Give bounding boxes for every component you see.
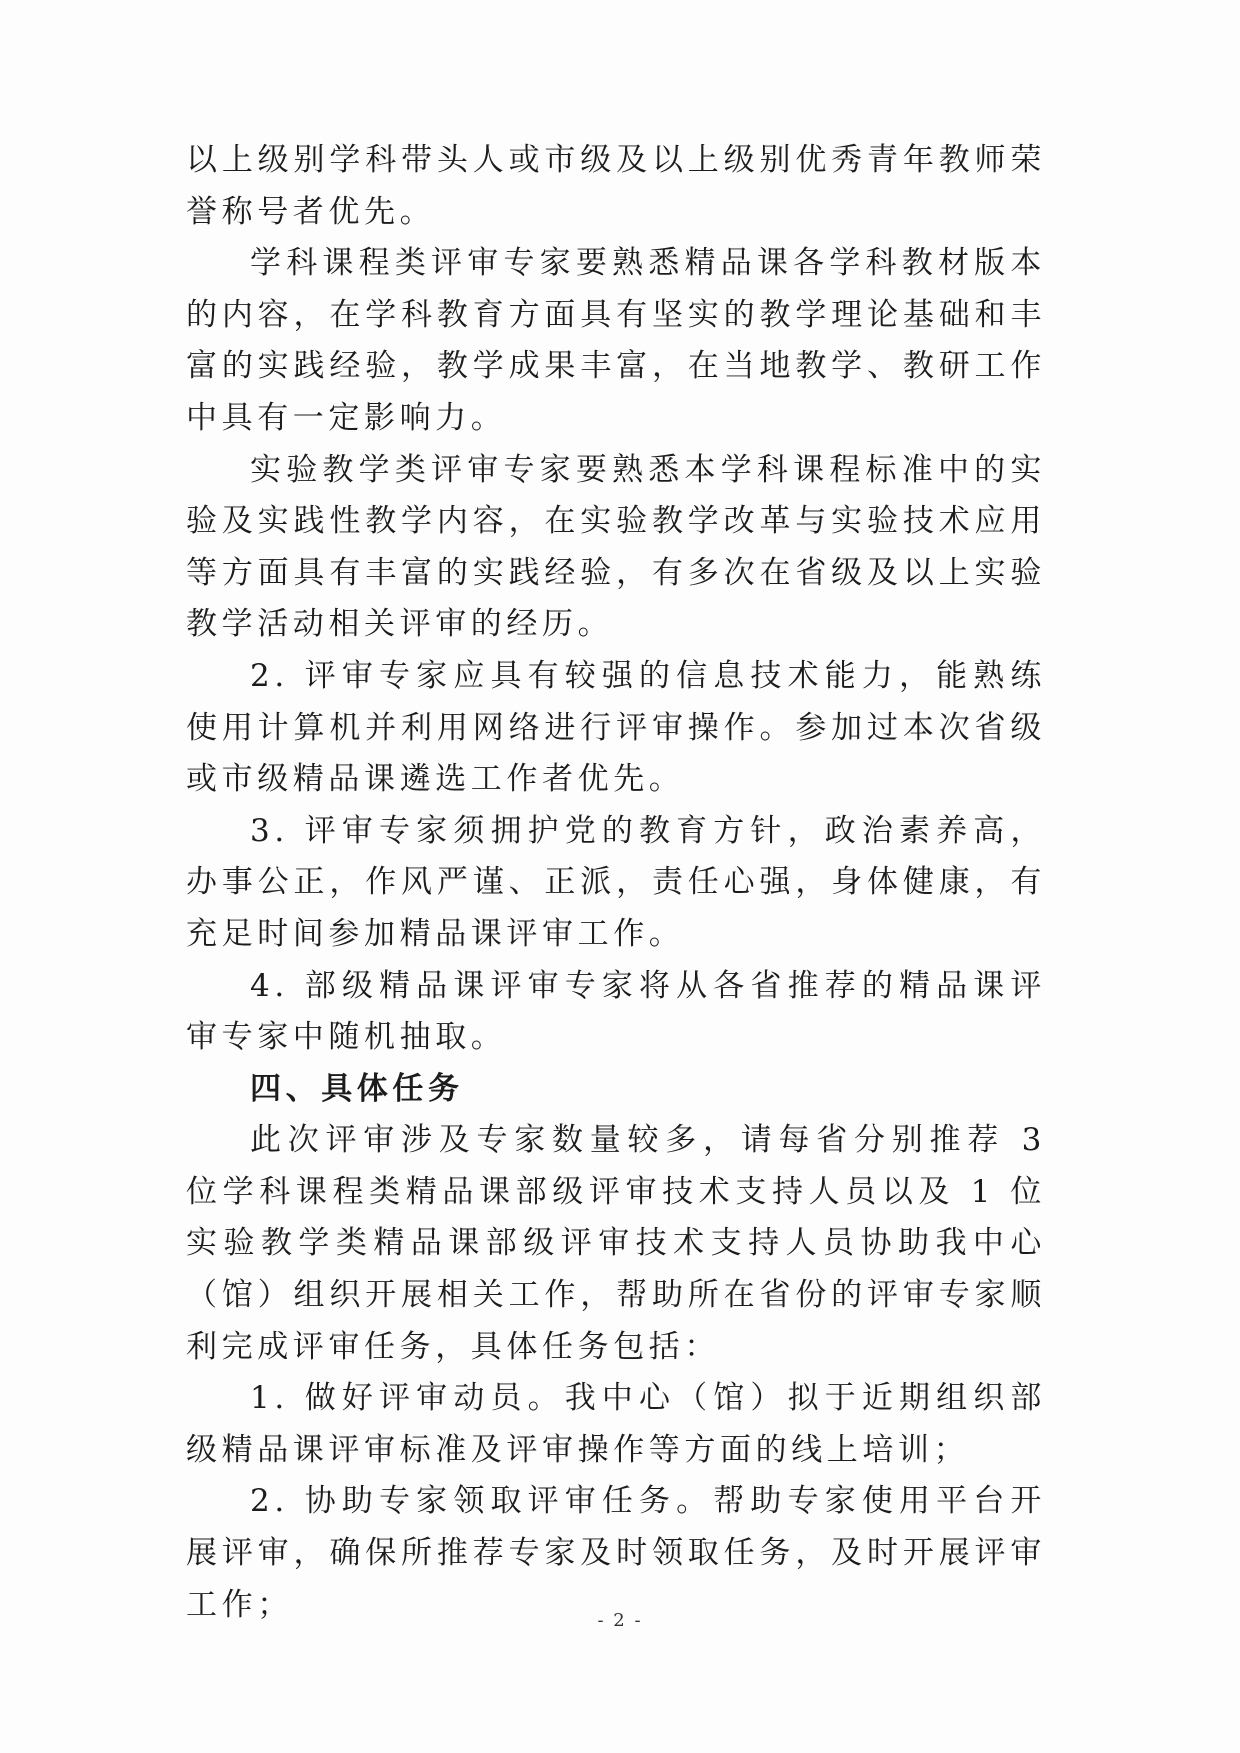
paragraph-experiment-teaching-experts: 实验教学类评审专家要熟悉本学科课程标准中的实验及实践性教学内容，在实验教学改革与实验技术应用等方面具有丰富的实践经验，有多次在省级及以上实验教学活动相关评审的经历。 (186, 451, 1046, 643)
document-body (186, 135, 1046, 1631)
section-heading-tasks: 四、具体任务 (250, 1070, 464, 1107)
paragraph-task-2: 2. 协助专家领取评审任务。帮助专家使用平台开展评审，确保所推荐专家及时领取任务，及时开展评审工作； (186, 1483, 1046, 1623)
paragraph-requirement-2: 2. 评审专家应具有较强的信息技术能力，能熟练使用计算机并利用网络进行评审操作。参加过本次省级或市级精品课遴选工作者优先。 (186, 657, 1046, 798)
paragraph-tasks-intro: 此次评审涉及专家数量较多，请每省分别推荐 3 位学科课程类精品课部级评审技术支持人员以及 1 位实验教学类精品课部级评审技术支持人员协助我中心（馆）组织开展相关工作，帮助所在省份的评审专家顺利完成评审任务，具体任务包括： (186, 1122, 1046, 1365)
paragraph-eligibility-continued: 以上级别学科带头人或市级及以上级别优秀青年教师荣誉称号者优先。 (186, 142, 1046, 230)
page-number: - 2 - (597, 1610, 643, 1631)
paragraph-requirement-4: 4. 部级精品课评审专家将从各省推荐的精品课评审专家中随机抽取。 (186, 967, 1046, 1056)
paragraph-task-1: 1. 做好评审动员。我中心（馆）拟于近期组织部级精品课评审标准及评审操作等方面的线上培训； (186, 1380, 1046, 1468)
paragraph-subject-course-experts: 学科课程类评审专家要熟悉精品课各学科教材版本的内容，在学科教育方面具有坚实的教学理论基础和丰富的实践经验，教学成果丰富，在当地教学、教研工作中具有一定影响力。 (186, 245, 1046, 436)
paragraph-requirement-3: 3. 评审专家须拥护党的教育方针，政治素养高，办事公正，作风严谨、正派，责任心强，身体健康，有充足时间参加精品课评审工作。 (186, 812, 1046, 952)
